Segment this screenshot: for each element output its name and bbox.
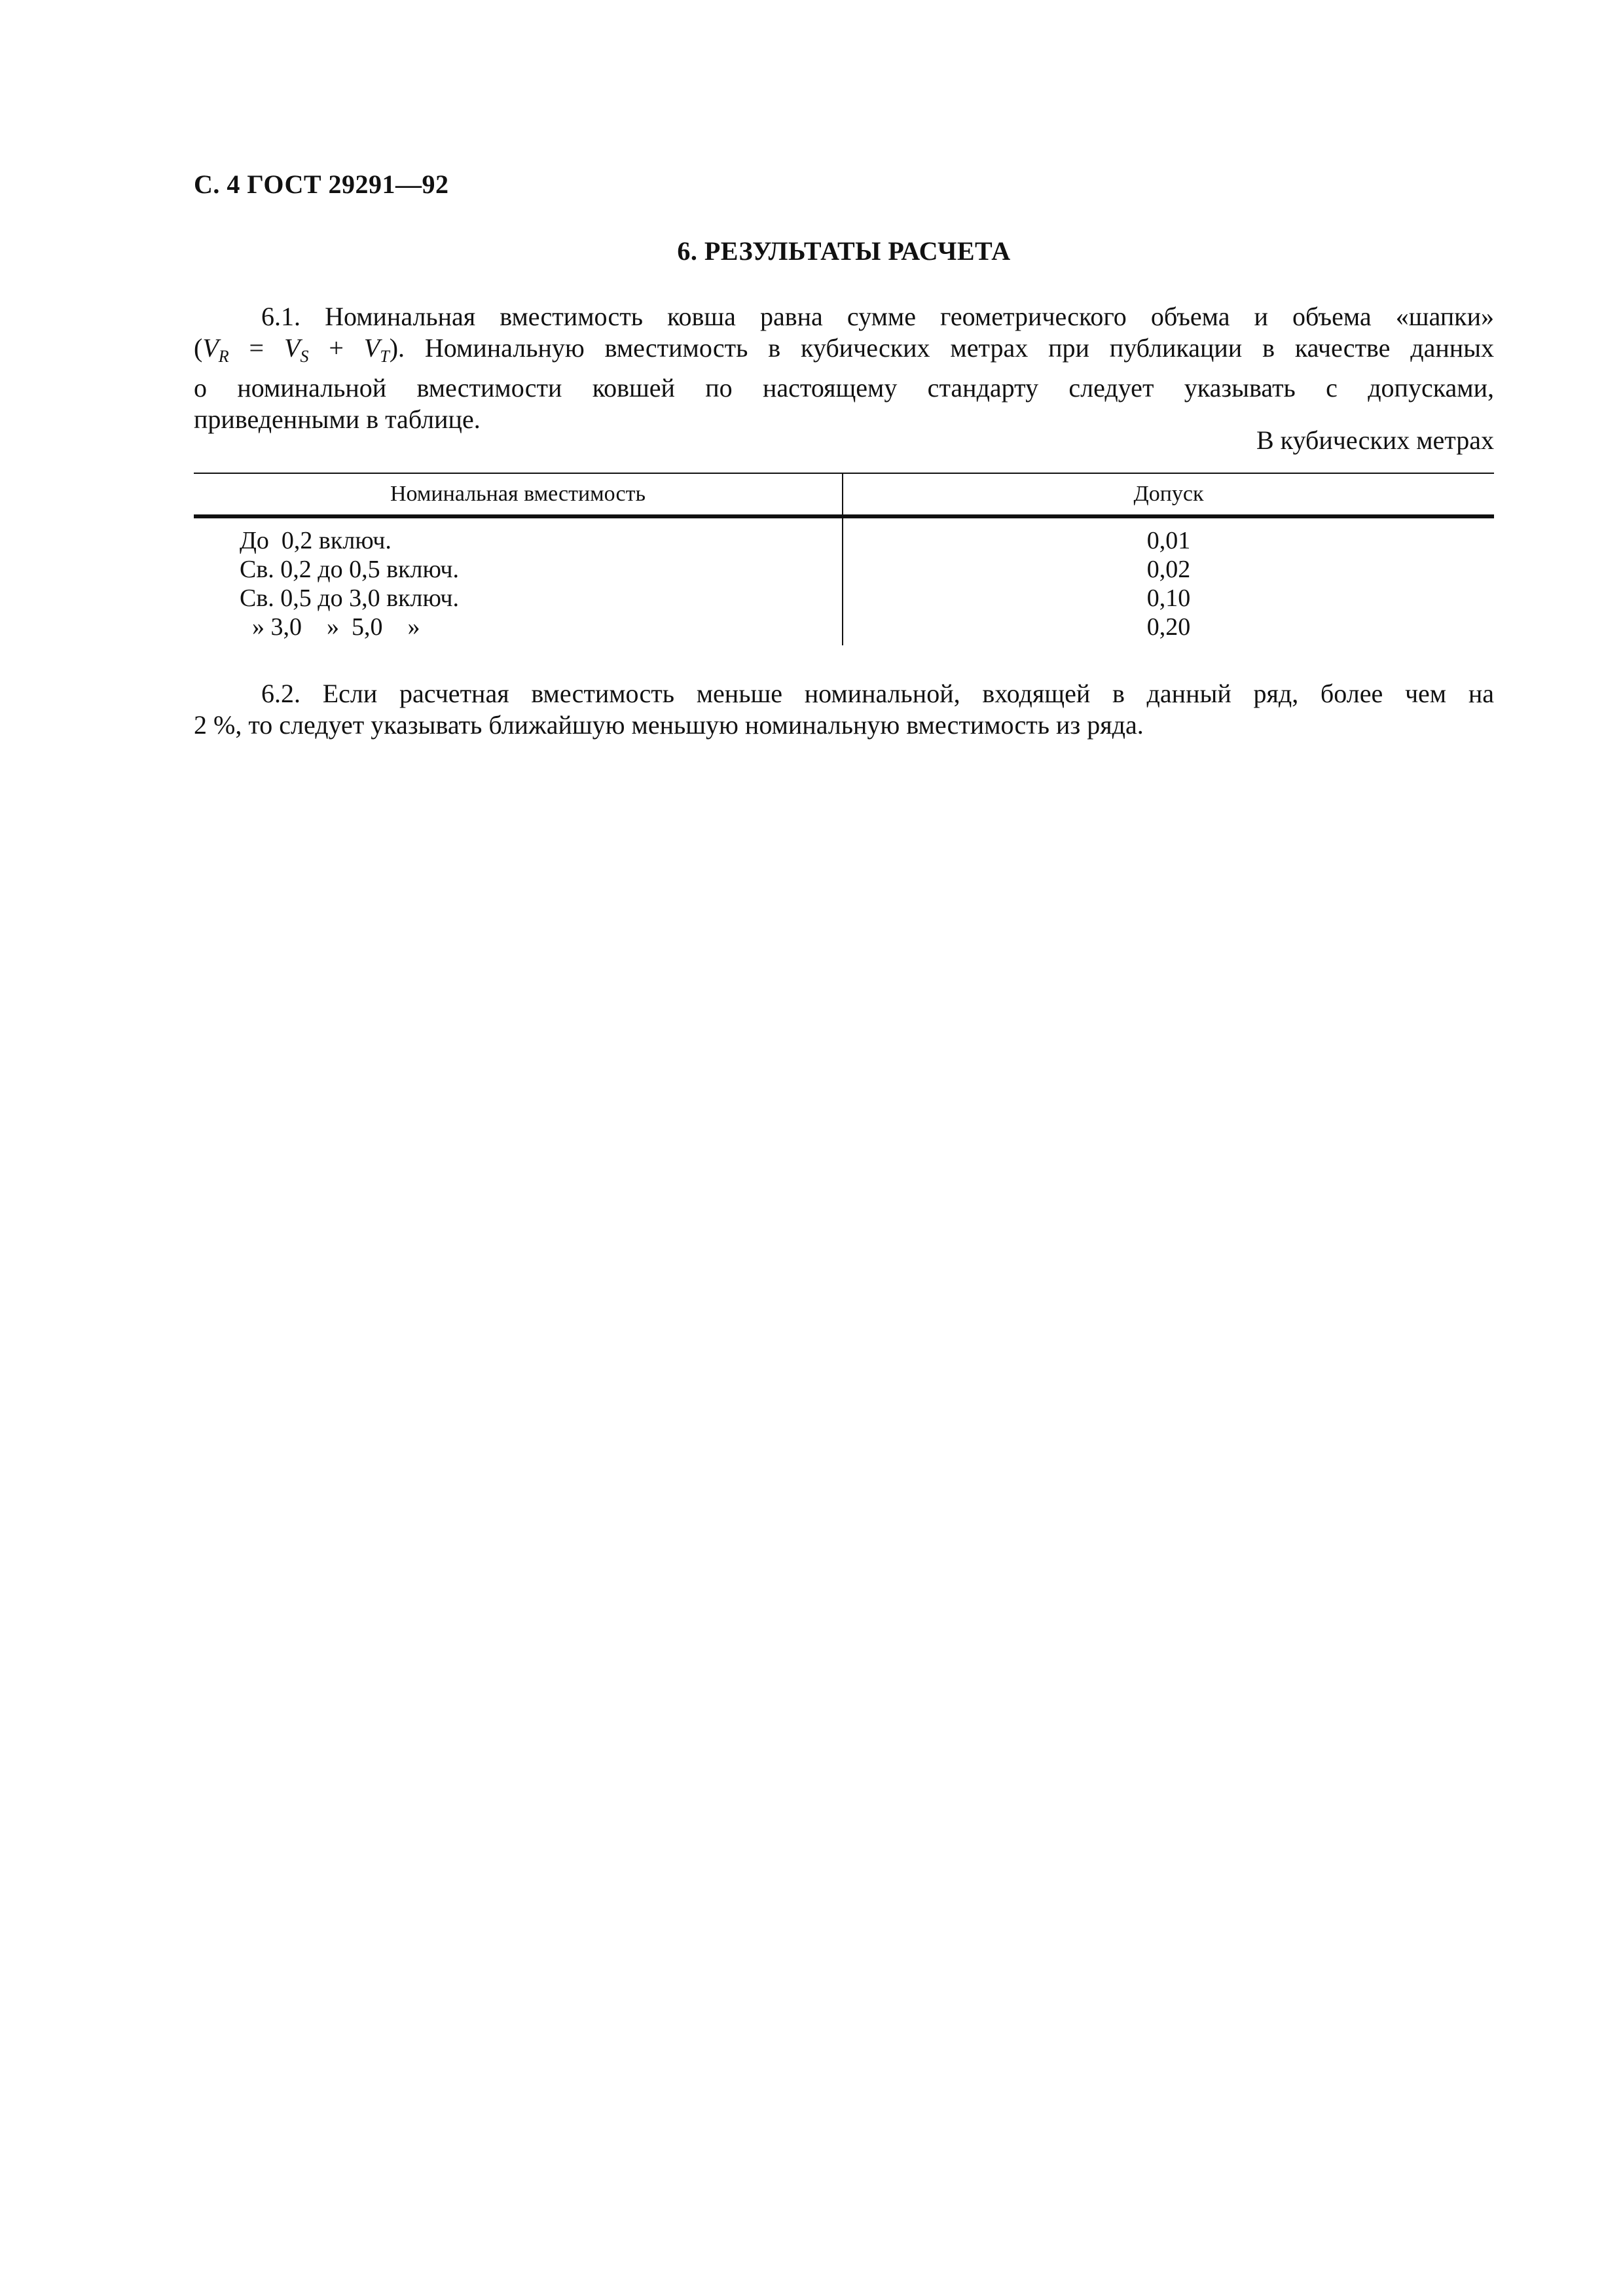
capacity-cell: Св. 0,2 до 0,5 включ. [240, 556, 460, 583]
formula-subscript-t: T [380, 347, 390, 366]
paragraph-6-1-line-1: 6.1. Номинальная вместимость ковша равна сумме геометрического объема и объема «шапки» [261, 302, 1494, 331]
formula-equals: = [228, 333, 284, 363]
formula-v-r: V [202, 333, 219, 363]
paragraph-6-1 [194, 301, 1494, 435]
table-header-capacity: Номинальная вместимость [390, 482, 646, 506]
paragraph-6-2-line-2: 2 %, то следует указывать ближайшую меньшую номинальную вместимость из ряда. [194, 710, 1144, 740]
table-row [0, 613, 1623, 641]
paragraph-6-1-line-3: о номинальной вместимости ковшей по настоящему стандарту следует указывать с допусками, [194, 373, 1494, 403]
formula-v-t: V [363, 333, 380, 363]
page-header: С. 4 ГОСТ 29291—92 [194, 170, 449, 199]
paragraph-6-1-line-4: приведенными в таблице. [194, 404, 481, 434]
tolerance-cell: 0,01 [1146, 527, 1191, 554]
formula-v-s: V [284, 333, 301, 363]
paragraph-6-2-line-1: 6.2. Если расчетная вместимость меньше номинальной, входящей в данный ряд, более чем на [261, 679, 1494, 708]
section-title: 6. РЕЗУЛЬТАТЫ РАСЧЕТА [677, 236, 1011, 266]
tolerance-cell: 0,02 [1146, 556, 1191, 583]
paragraph-6-1-line-2 [194, 332, 1494, 372]
table-top-rule [194, 473, 1494, 474]
capacity-cell: Св. 0,5 до 3,0 включ. [240, 584, 460, 612]
table-row [0, 526, 1623, 555]
capacity-cell: » 3,0 » 5,0 » [240, 613, 420, 641]
capacity-cell: До 0,2 включ. [240, 527, 392, 554]
table-header-rule [194, 514, 1494, 518]
formula-plus: + [308, 333, 364, 363]
paragraph-6-2 [194, 678, 1494, 741]
table-row [0, 584, 1623, 613]
formula-subscript-r: R [218, 347, 229, 366]
tolerance-cell: 0,10 [1146, 584, 1191, 612]
table-row [0, 555, 1623, 584]
formula-paren: ( [194, 333, 203, 363]
formula-subscript-s: S [300, 347, 309, 366]
tolerance-cell: 0,20 [1146, 613, 1191, 641]
table-units-note: В кубических метрах [1256, 425, 1494, 455]
paragraph-6-1-line-2-rest: ). Номинальную вместимость в кубических метрах при публикации в качестве данных [389, 333, 1495, 363]
table-header-tolerance: Допуск [1133, 482, 1204, 506]
